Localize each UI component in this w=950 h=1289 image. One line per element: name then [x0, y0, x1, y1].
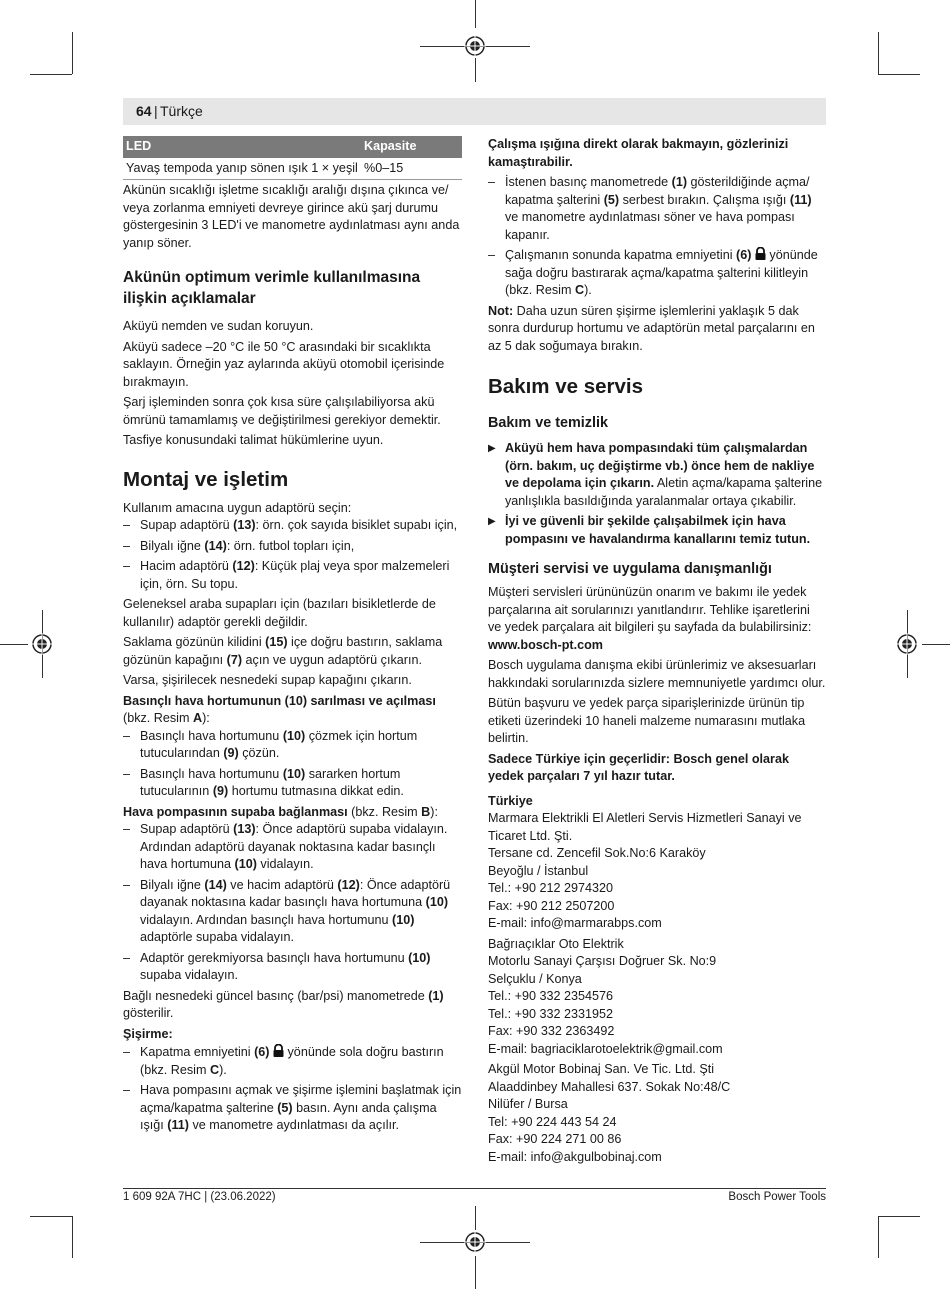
crop-mark — [30, 1216, 72, 1217]
crop-mark — [878, 1216, 920, 1217]
registration-mark-icon — [896, 633, 918, 655]
address-line: Nilüfer / Bursa — [488, 1097, 568, 1111]
address-line: E-mail: info@marmarabps.com — [488, 916, 662, 930]
address-line: Motorlu Sanayi Çarşısı Doğruer Sk. No:9 — [488, 954, 717, 968]
crop-mark — [30, 74, 72, 75]
registration-mark-icon — [464, 1231, 486, 1253]
registration-mark-icon — [464, 35, 486, 57]
address-line: Fax: +90 332 2363492 — [488, 1024, 615, 1038]
crop-mark — [878, 1216, 879, 1258]
address-line: E-mail: info@akgulbobinaj.com — [488, 1149, 662, 1164]
list-item: – Kapatma emniyetini (6) yönünde sola doğru bastırın (bkz. Resim C). — [123, 1044, 463, 1079]
crop-mark — [475, 58, 476, 82]
crop-mark — [922, 644, 950, 645]
crop-mark — [475, 0, 476, 28]
address-line: Tel: +90 224 443 54 24 — [488, 1114, 617, 1129]
table-row — [123, 158, 462, 180]
address-line: Fax: +90 212 2507200 — [488, 898, 615, 913]
address-line: Fax: +90 224 271 00 86 — [488, 1132, 622, 1146]
table-cell-capacity: %0–15 — [361, 158, 462, 180]
address-block — [488, 810, 826, 933]
list-item: – Çalışmanın sonunda kapatma emniyetini (6) yönünde sağa doğru bastırarak açma/kapatma şalterini kilitleyin (bkz. Resim C). — [488, 247, 826, 300]
crop-mark — [878, 74, 920, 75]
list-item: – Basınçlı hava hortumunu (10) çözmek için hortum tutucularından (9) çözün. — [123, 728, 463, 763]
address-line: Tersane cd. Zencefil Sok.No:6 Karaköy — [488, 846, 706, 860]
address-line: E-mail: bagriaciklarotoelektrik@gmail.com — [488, 1041, 723, 1056]
paragraph: Şarj işleminden sonra çok kısa süre çalışılabiliyorsa akü ömrünü tamamlamış ve değiştirilmesi gerekiyor demektir. — [123, 395, 441, 427]
footer-doc-code: 1 609 92A 7HC | (23.06.2022) — [123, 1191, 276, 1203]
registration-mark-icon — [31, 633, 53, 655]
warning-text: Çalışma ışığına direkt olarak bakmayın, gözlerinizi kamaştırabilir. — [488, 137, 789, 169]
table-header-led: LED — [123, 136, 361, 158]
led-capacity-table — [123, 136, 462, 180]
list-item: – Basınçlı hava hortumunu (10) sararken hortum tutucularının (9) hortumu tutmasına dikkat edin. — [123, 766, 463, 801]
paragraph: Müşteri servisleri ürününüzün onarım ve bakımı ile yedek parçalarına ait sorularınızı yanıtlandırır. Tehlike işaretlerini ve yedek parçalara ait bilgileri şu sayfada da bulabilirsiniz: — [488, 585, 812, 634]
section-heading: Akünün optimum verimle kullanılmasına ilişkin açıklamalar — [123, 269, 421, 307]
address-line: Akgül Motor Bobinaj San. Ve Tic. Ltd. Şti — [488, 1062, 715, 1076]
table-cell-led: Yavaş tempoda yanıp sönen ışık 1 × yeşil — [123, 158, 361, 180]
paragraph: Sadece Türkiye için geçerlidir: Bosch genel olarak yedek parçaları 7 yıl hazır tutar. — [488, 751, 789, 783]
crop-mark — [878, 32, 879, 74]
left-column — [123, 136, 463, 1138]
chapter-heading: Montaj ve işletim — [123, 467, 289, 491]
list-item: – Bilyalı iğne (14): örn. futbol topları için, — [123, 538, 463, 556]
address-line: Tel.: +90 212 2974320 — [488, 881, 613, 895]
lock-icon — [273, 1044, 284, 1057]
subheading: Türkiye — [488, 793, 533, 808]
address-line: Bağrıaçıklar Oto Elektrik — [488, 936, 624, 951]
crop-mark — [72, 32, 73, 74]
footer-rule — [123, 1188, 826, 1189]
paragraph: Bütün başvuru ve yedek parça siparişlerinizde ürünün tip etiketi üzerindeki 10 haneli malzeme numarasını mutlaka belirtin. — [488, 696, 806, 745]
list-item: – Supap adaptörü (13): örn. çok sayıda bisiklet supabı için, — [123, 517, 463, 535]
list-item: – Adaptör gerekmiyorsa basınçlı hava hortumunu (10) supaba vidalayın. — [123, 950, 463, 985]
address-line: Selçuklu / Konya — [488, 971, 582, 986]
page-header — [123, 98, 826, 125]
list-item: ▶ İyi ve güvenli bir şekilde çalışabilmek için hava pompasını ve havalandırma kanallarını temiz tutun. — [488, 513, 826, 548]
address-block — [488, 1061, 826, 1166]
paragraph: Varsa, şişirilecek nesnedeki supap kapağını çıkarın. — [123, 673, 412, 687]
list-item: – Hava pompasını açmak ve şişirme işlemini başlatmak için açma/kapatma şalterine (5) basın. Aynı anda çalışma ışığı (11) ve manometre aydınlatması da açılır. — [123, 1082, 463, 1135]
crop-mark — [475, 1206, 476, 1230]
address-line: Tel.: +90 332 2331952 — [488, 1006, 613, 1021]
paragraph: Hava pompasının supaba bağlanması (bkz. Resim B): — [123, 804, 438, 819]
crop-mark — [72, 1216, 73, 1258]
header-language: Türkçe — [160, 103, 203, 119]
paragraph: Saklama gözünün kilidini (15) içe doğru bastırın, saklama gözünün kapağını (7) açın ve uygun adaptörü çıkarın. — [123, 635, 443, 667]
paragraph: Aküyü sadece –20 °C ile 50 °C arasındaki bir sıcaklıkta saklayın. Örneğin yaz aylarında aküyü otomobil içerisinde bırakmayın. — [123, 339, 445, 389]
list-item: ▶ Aküyü hem hava pompasındaki tüm çalışmalardan (örn. bakım, uç değiştirme vb.) önce hem de nakliye ve depolama için çıkarın. Aletin açma/kapama şalterine yanlışlıkla basıldığında yaralanmalar ortaya çıkabilir. — [488, 440, 826, 510]
list-item: – Hacim adaptörü (12): Küçük plaj veya spor malzemeleri için, örn. Su topu. — [123, 558, 463, 593]
address-line: Alaaddinbey Mahallesi 637. Sokak No:48/C — [488, 1079, 731, 1094]
address-block — [488, 936, 826, 1059]
list-item: – Supap adaptörü (13): Önce adaptörü supaba vidalayın. Ardından adaptörü dayanak noktasına kadar basınçlı hava hortumuna (10) vidalayın. — [123, 821, 463, 874]
list-item: – Bilyalı iğne (14) ve hacim adaptörü (12): Önce adaptörü dayanak noktasına kadar basınçlı hava hortumuna (10) vidalayın. Ardından basınçlı hava hortumunu (10) adaptörle supaba vidalayın. — [123, 877, 463, 947]
address-line: Tel.: +90 332 2354576 — [488, 989, 613, 1003]
paragraph: Aküyü nemden ve sudan koruyun. — [123, 319, 314, 333]
chapter-heading: Bakım ve servis — [488, 375, 644, 398]
lock-icon — [755, 247, 766, 260]
website-link[interactable]: www.bosch-pt.com — [488, 637, 603, 652]
table-header-capacity: Kapasite — [361, 136, 462, 158]
paragraph: Tasfiye konusundaki talimat hükümlerine uyun. — [123, 433, 384, 447]
subheading: Şişirme: — [123, 1026, 173, 1041]
page-number: 64 — [136, 103, 152, 119]
right-column — [488, 136, 826, 1166]
section-heading: Müşteri servisi ve uygulama danışmanlığı — [488, 561, 772, 577]
crop-mark — [0, 644, 28, 645]
section-heading: Bakım ve temizlik — [488, 415, 608, 431]
note: Not: Daha uzun süren şişirme işlemlerini yaklaşık 5 dak sonra durdurup hortumu ve adaptörün metal parçalarını en az 5 dak soğumaya bırakın. — [488, 303, 815, 353]
header-separator: | — [154, 103, 158, 119]
address-line: Marmara Elektrikli El Aletleri Servis Hizmetleri Sanayi ve Ticaret Ltd. Şti. — [488, 811, 802, 843]
paragraph: Bosch uygulama danışma ekibi ürünlerimiz ve aksesuarları hakkındaki sorularınızda sizlere memnuniyetle yardımcı olur. — [488, 658, 826, 690]
paragraph: Geleneksel araba supapları için (bazıları bisikletlerde de kullanılır) adaptör gerekli değildir. — [123, 597, 436, 629]
list-item: – İstenen basınç manometrede (1) gösterildiğinde açma/ kapatma şalterini (5) serbest bırakın. Çalışma ışığı (11) ve manometre aydınlatması söner ve hava pompası kapanır. — [488, 174, 826, 244]
address-line: Beyoğlu / İstanbul — [488, 863, 589, 878]
paragraph: Kullanım amacına uygun adaptörü seçin: — [123, 500, 352, 515]
paragraph: Bağlı nesnedeki güncel basınç (bar/psi) manometrede (1) gösterilir. — [123, 988, 444, 1020]
paragraph: Basınçlı hava hortumunun (10) sarılması ve açılması (bkz. Resim A): — [123, 693, 436, 725]
footer-brand: Bosch Power Tools — [728, 1191, 826, 1203]
paragraph: Akünün sıcaklığı işletme sıcaklığı aralığı dışına çıkınca ve/ veya zorlanma emniyeti devreye girince akü şarj durumu göstergesinin 3 LED'i ve manometre aydınlatması aynı anda yanıp söner. — [123, 183, 460, 250]
crop-mark — [475, 1256, 476, 1289]
